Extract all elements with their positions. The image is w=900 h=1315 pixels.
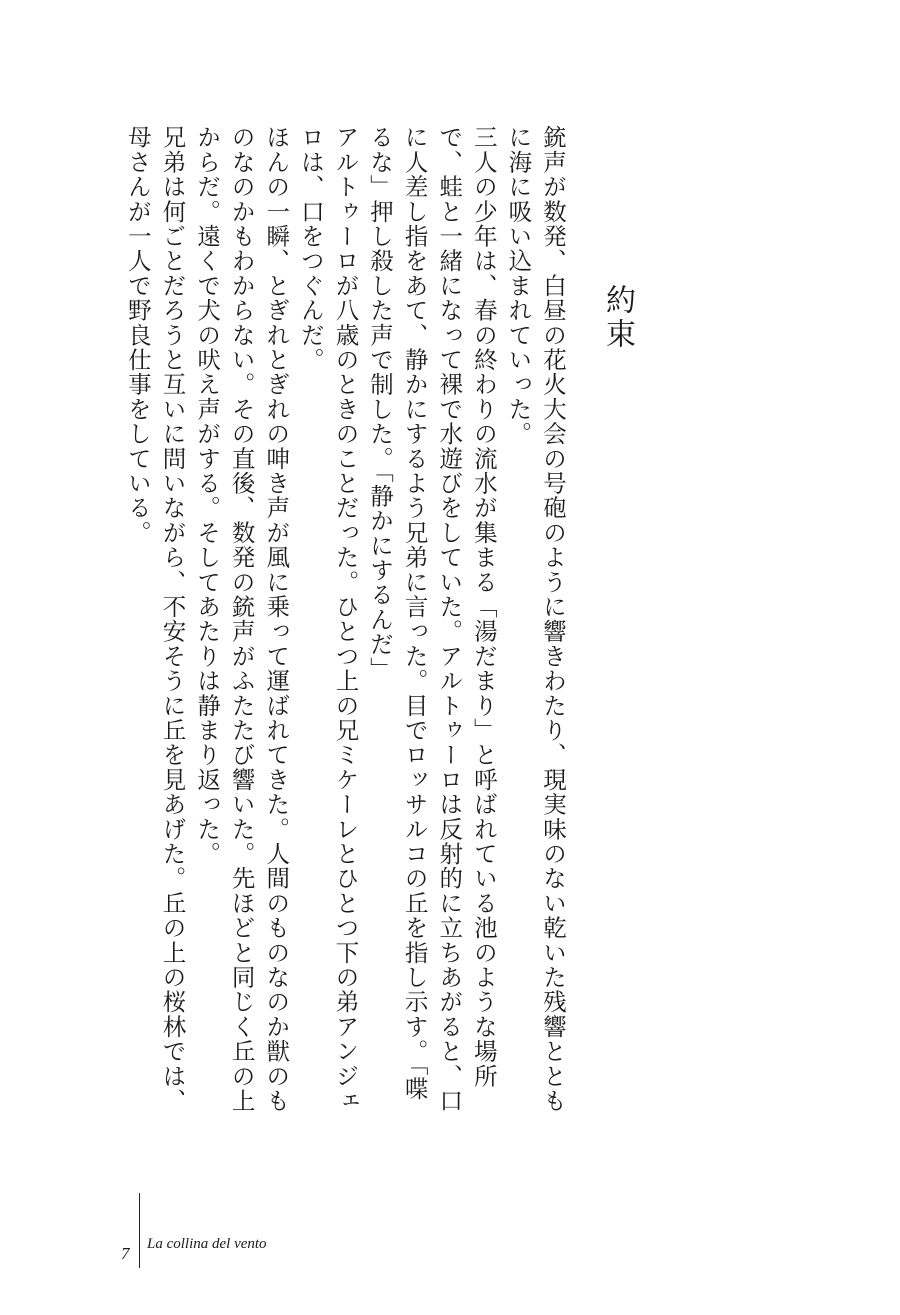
paragraph-4: ほんの一瞬、とぎれとぎれの呻き声が風に乗って運ばれてきた。人間のものなのか獣のものなのかもわからない。その直後、数発の銃声がふたたび響いた。先ほどと同じく丘の上からだ。遠くで犬の吠え声がする。そしてあたりは静まり返った。 [193, 125, 291, 1113]
paragraph-2: 三人の少年は、春の終わりの流水が集まる「湯だまり」と呼ばれている池のような場所で、蛙と一緒になって裸で水遊びをしていた。アルトゥーロは反射的に立ちあがると、口に人差し指をあて、静かにするよう兄弟に言った。目でロッサルコの丘を指し示す。「喋るな」押し殺した声で制した。「静かにするんだ」 [366, 125, 498, 1113]
running-title: La collina del vento [147, 1236, 267, 1252]
paragraph-1: 銃声が数発、白昼の花火大会の号砲のように響きわたり、現実味のない乾いた残響とともに海に吸い込まれていった。 [504, 125, 567, 1113]
chapter-title: 約束 [600, 284, 635, 352]
paragraph-5: 兄弟は何ごとだろうと互いに問いながら、不安そうに丘を見あげた。丘の上の桜林では、母さんが一人で野良仕事をしている。 [123, 125, 187, 1113]
body-text [110, 125, 570, 1125]
paragraph-3: アルトゥーロが八歳のときのことだった。ひとつ上の兄ミケーレとひとつ下の弟アンジェロは、口をつぐんだ。 [296, 125, 360, 1113]
page-number: 7 [121, 1244, 130, 1263]
footer-divider [139, 1193, 140, 1268]
